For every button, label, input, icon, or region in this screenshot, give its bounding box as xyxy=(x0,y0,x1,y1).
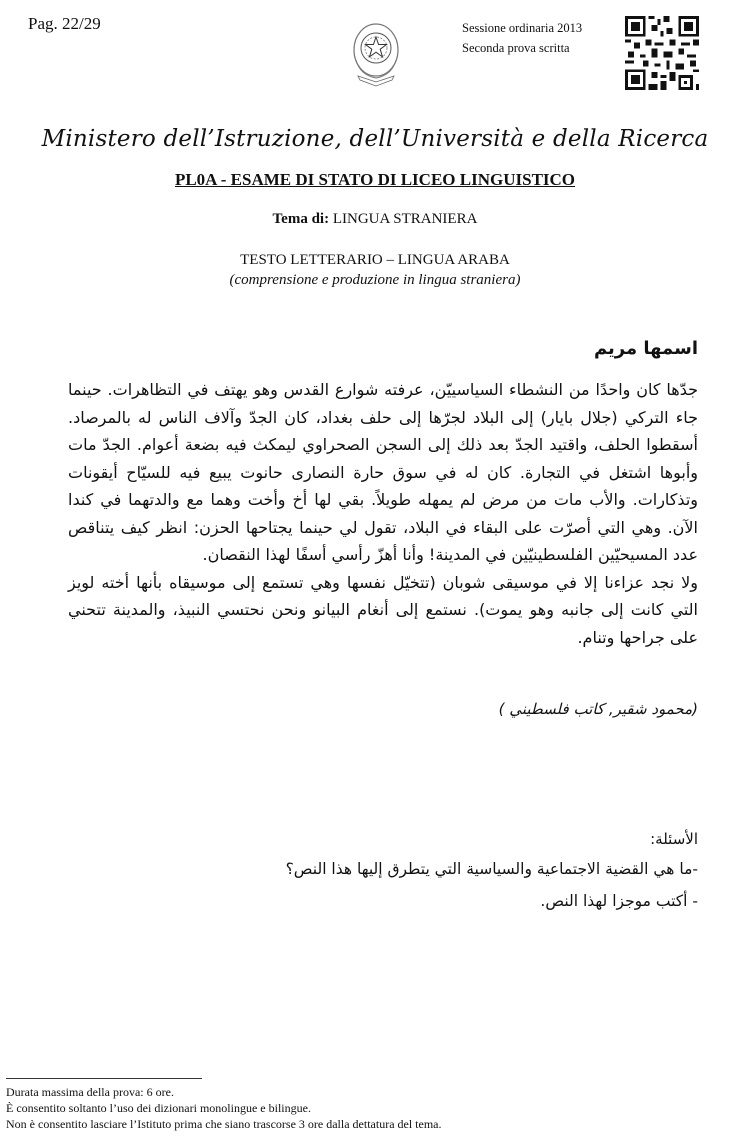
question-1: -ما هي القضية الاجتماعية والسياسية التي يتطرق إليها هذا النص؟ xyxy=(285,860,698,878)
question-2: - أكتب موجزا لهذا النص. xyxy=(540,892,698,910)
testo-subtitle: (comprensione e produzione in lingua straniera) xyxy=(229,272,521,288)
qr-code-icon xyxy=(625,16,699,90)
footer-notes xyxy=(6,1084,442,1132)
exam-title xyxy=(0,170,750,190)
testo-title: TESTO LETTERARIO – LINGUA ARABA xyxy=(240,252,510,268)
text-author: (محمود شقير, كاتب فلسطيني ) xyxy=(498,700,698,718)
ministry-heading: Ministero dell’Istruzione, dell’Università e della Ricerca xyxy=(41,126,709,152)
text-paragraph-2: ولا نجد عزاءنا إلا في موسيقى شوبان (تتخيّل نفسها وهي تستمع إلى موسيقاه بأنها أخته لويز التي كانت إلى جانبه وهو يموت). نستمع إلى أنغام البيانو ونحن نحتسي النبيذ، والمدينة تتحني على جراحها وتنام. xyxy=(68,572,698,647)
tema-label: Tema di: xyxy=(272,211,330,227)
footer-leave-rule: Non è consentito lasciare l’Istituto prima che siano trascorse 3 ore dalla dettatura del tema. xyxy=(6,1117,442,1131)
testo-heading xyxy=(0,250,750,290)
test-label: Seconda prova scritta xyxy=(462,41,570,55)
text-paragraph-1: جدّها كان واحدًا من النشطاء السياسييّن، عرفته شوارع القدس وهو يهتف في التظاهرات. حينما جاء التركي (جلال بايار) إلى البلاد لجرّها إلى حلف بغداد، كان الجدّ وآلاف الناس له بالمرصاد. أسقطوا الحلف، واقتيد الجدّ بعد ذلك إلى السجن الصحراوي ليمكث فيه بضعة أعوام. الجدّ مات وأبوها اشتغل في التجارة. كان له في سوق حارة النصارى حانوت يبيع فيه للسيّاح أيقونات وتذكارات. والأب مات من مرض لم يمهله طويلاً. بقي لها أخ وأخت وهما مع والدتهما في كندا الآن. وهي التي أصرّت على البقاء في البلاد، تقول لي حينما يجتاحها الحزن: انظر كيف يتناقص عدد المسيحيّين الفلسطينيّين في المدينة! وأنا أهزّ رأسي أسفًا لهذا النقصان. xyxy=(68,380,698,564)
footer-duration: Durata massima della prova: 6 ore. xyxy=(6,1085,174,1099)
footer-dictionaries: È consentito soltanto l’uso dei dizionari monolingue e bilingue. xyxy=(6,1101,311,1115)
italian-republic-emblem-icon xyxy=(350,20,402,88)
tema-line xyxy=(0,211,750,228)
questions-label: الأسئلة: xyxy=(650,830,698,848)
session-label: Sessione ordinaria 2013 xyxy=(462,21,583,35)
text-title: اسمها مريم xyxy=(593,338,698,359)
text-body xyxy=(68,376,698,651)
footer-divider xyxy=(6,1078,202,1079)
tema-value: LINGUA STRANIERA xyxy=(332,211,478,227)
session-info xyxy=(462,18,582,58)
exam-title-text: PL0A - ESAME DI STATO DI LICEO LINGUISTICO xyxy=(174,170,576,189)
page-number: Pag. 22/29 xyxy=(28,14,101,33)
